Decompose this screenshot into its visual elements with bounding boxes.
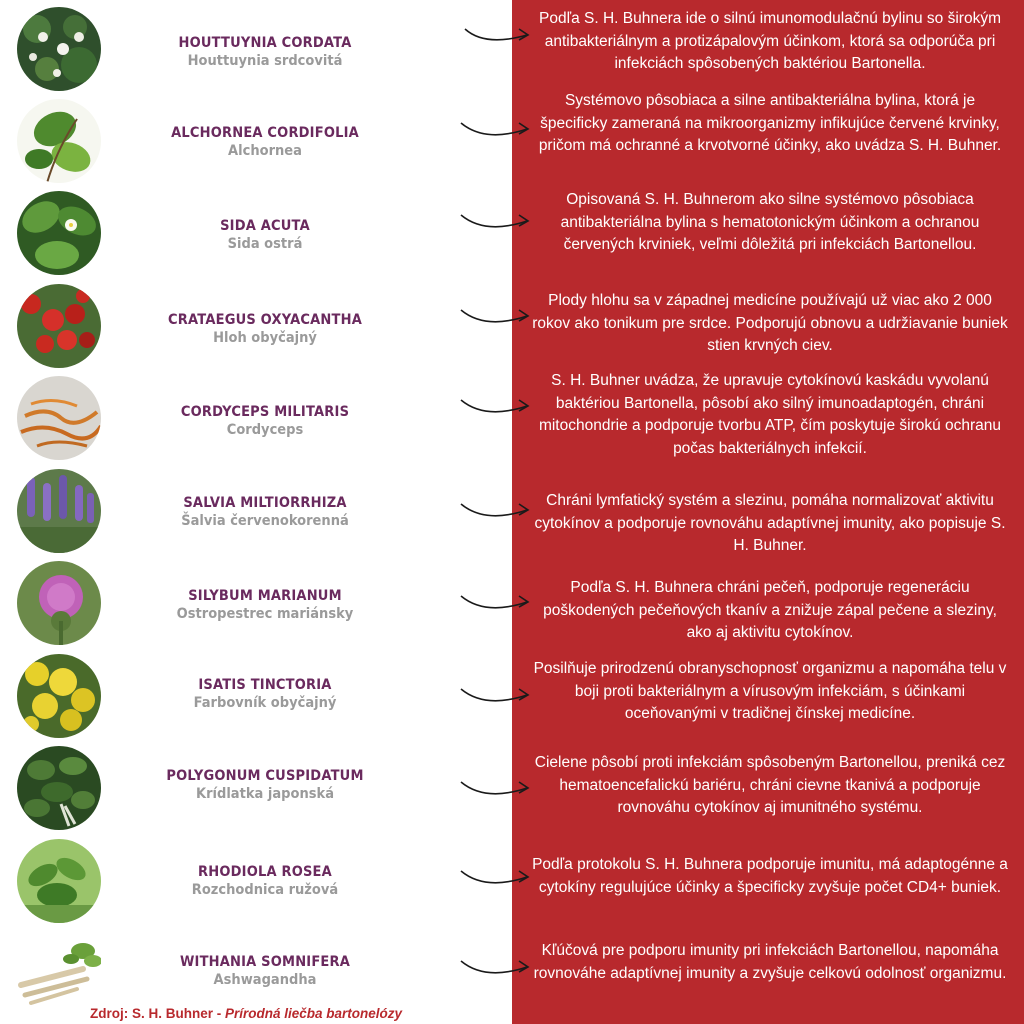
salvia-photo <box>17 469 101 553</box>
herb-row <box>0 280 1024 372</box>
herb-row <box>0 557 1024 649</box>
arrow-icon <box>455 492 533 522</box>
latin-name: HOUTTUYNIA CORDATA <box>178 35 352 51</box>
arrow-icon <box>455 859 533 889</box>
common-name: Ashwagandha <box>213 972 317 988</box>
latin-name: CRATAEGUS OXYACANTHA <box>167 312 362 328</box>
herb-description: Systémovo pôsobiaca a silne antibakteriálna bylina, ktorá je špecificky zameraná na mikroorganizmy infikujúce červené krvinky, pričom má ochranné a krvotvorné účinky, ako uvádza S. H. Buhner. <box>538 92 1002 154</box>
common-name: Hloh obyčajný <box>213 330 317 346</box>
milk-thistle-photo <box>17 561 101 645</box>
common-name: Rozchodnica ružová <box>191 882 339 898</box>
herb-description: Chráni lymfatický systém a slezinu, pomáha normalizovať aktivitu cytokínov a podporuje rovnováhu adaptívnej imunity, ako popisuje S. H. Buhner. <box>534 492 1006 554</box>
common-name: Houttuynia srdcovitá <box>187 53 343 69</box>
herb-row <box>0 835 1024 927</box>
source-prefix: Zdroj: S. H. Buhner - <box>90 1006 225 1021</box>
herb-description: Posilňuje prirodzenú obranyschopnosť organizmu a napomáha telu v boji proti bakteriálnym a vírusovým infekciám, s účinkami oceňovanými v tradičnej čínskej medicíne. <box>533 660 1007 722</box>
knotweed-photo <box>17 746 101 830</box>
latin-name: CORDYCEPS MILITARIS <box>180 404 350 420</box>
cordyceps-photo <box>17 376 101 460</box>
arrow-icon <box>455 111 533 141</box>
hawthorn-photo <box>17 284 101 368</box>
latin-name: ALCHORNEA CORDIFOLIA <box>171 125 359 141</box>
herb-row <box>0 187 1024 279</box>
herb-description: Cielene pôsobí proti infekciám spôsobeným Bartonellou, preniká cez hematoencefalickú bariéru, chráni cievne tkanivá a podporuje rovnováhu cytokínov aj imunitného systému. <box>534 754 1006 816</box>
ashwagandha-root-photo <box>17 929 101 1013</box>
latin-name: SILYBUM MARIANUM <box>188 588 342 604</box>
herb-row <box>0 742 1024 834</box>
latin-name: SALVIA MILTIORRHIZA <box>183 495 347 511</box>
common-name: Sida ostrá <box>227 236 303 252</box>
rhodiola-photo <box>17 839 101 923</box>
herb-description: Kľúčová pre podporu imunity pri infekciách Bartonellou, napomáha rovnováhe adaptívnej imunity a zvyšuje celkovú odolnosť organizmu. <box>533 942 1007 982</box>
herb-description: Opisovaná S. H. Buhnerom ako silne systémovo pôsobiaca antibakteriálna bylina s hematotonickým účinkom a ochranou červených krviniek, veľmi dôležitá pri infekciách Bartonellou. <box>560 191 980 253</box>
source-citation <box>90 1006 402 1021</box>
alchornea-photo <box>17 99 101 183</box>
arrow-icon <box>455 17 533 47</box>
herb-description: Podľa S. H. Buhnera chráni pečeň, podporuje regeneráciu poškodených pečeňových tkanív a znižuje zápal pečene a sleziny, ako aj aktivitu cytokínov. <box>543 579 997 641</box>
herb-row <box>0 372 1024 464</box>
common-name: Šalvia červenokorenná <box>181 513 349 529</box>
arrow-icon <box>455 298 533 328</box>
common-name: Krídlatka japonská <box>195 786 335 802</box>
herb-row <box>0 92 1024 187</box>
arrow-icon <box>455 677 533 707</box>
common-name: Ostropestrec mariánsky <box>176 606 354 622</box>
arrow-icon <box>455 770 533 800</box>
source-book-title: Prírodná liečba bartonelózy <box>225 1006 403 1021</box>
herb-description: Podľa S. H. Buhnera ide o silnú imunomodulačnú bylinu so širokým antibakteriálnym a protizápalovým účinkom, ktorá sa odporúča pri infekciách spôsobených baktériou Bartonella. <box>538 10 1001 72</box>
herb-description: Plody hlohu sa v západnej medicíne používajú už viac ako 2 000 rokov ako tonikum pre srdce. Podporujú obnovu a udržiavanie buniek stien krvných ciev. <box>532 292 1008 354</box>
common-name: Alchornea <box>228 143 302 159</box>
common-name: Cordyceps <box>226 422 304 438</box>
sida-photo <box>17 191 101 275</box>
latin-name: POLYGONUM CUSPIDATUM <box>166 768 364 784</box>
herb-row <box>0 465 1024 557</box>
herb-row <box>0 650 1024 742</box>
arrow-icon <box>455 584 533 614</box>
isatis-photo <box>17 654 101 738</box>
herb-row <box>0 3 1024 95</box>
houttuynia-photo <box>17 7 101 91</box>
herb-description: Podľa protokolu S. H. Buhnera podporuje imunitu, má adaptogénne a cytokíny regulujúce účinky a špecificky zvyšuje počet CD4+ buniek. <box>532 856 1008 896</box>
herb-row <box>0 925 1024 1017</box>
arrow-icon <box>455 949 533 979</box>
latin-name: ISATIS TINCTORIA <box>198 677 332 693</box>
latin-name: RHODIOLA ROSEA <box>198 864 332 880</box>
herb-description: S. H. Buhner uvádza, že upravuje cytokínovú kaskádu vyvolanú baktériou Bartonella, pôsobí ako silný imunoadaptogén, chráni mitochondrie a podporuje tvorbu ATP, čím poskytuje širokú ochranu počas bakteriálnych infekcií. <box>538 372 1002 457</box>
common-name: Farbovník obyčajný <box>193 695 337 711</box>
arrow-icon <box>455 203 533 233</box>
latin-name: WITHANIA SOMNIFERA <box>179 954 351 970</box>
arrow-icon <box>455 388 533 418</box>
latin-name: SIDA ACUTA <box>220 218 310 234</box>
